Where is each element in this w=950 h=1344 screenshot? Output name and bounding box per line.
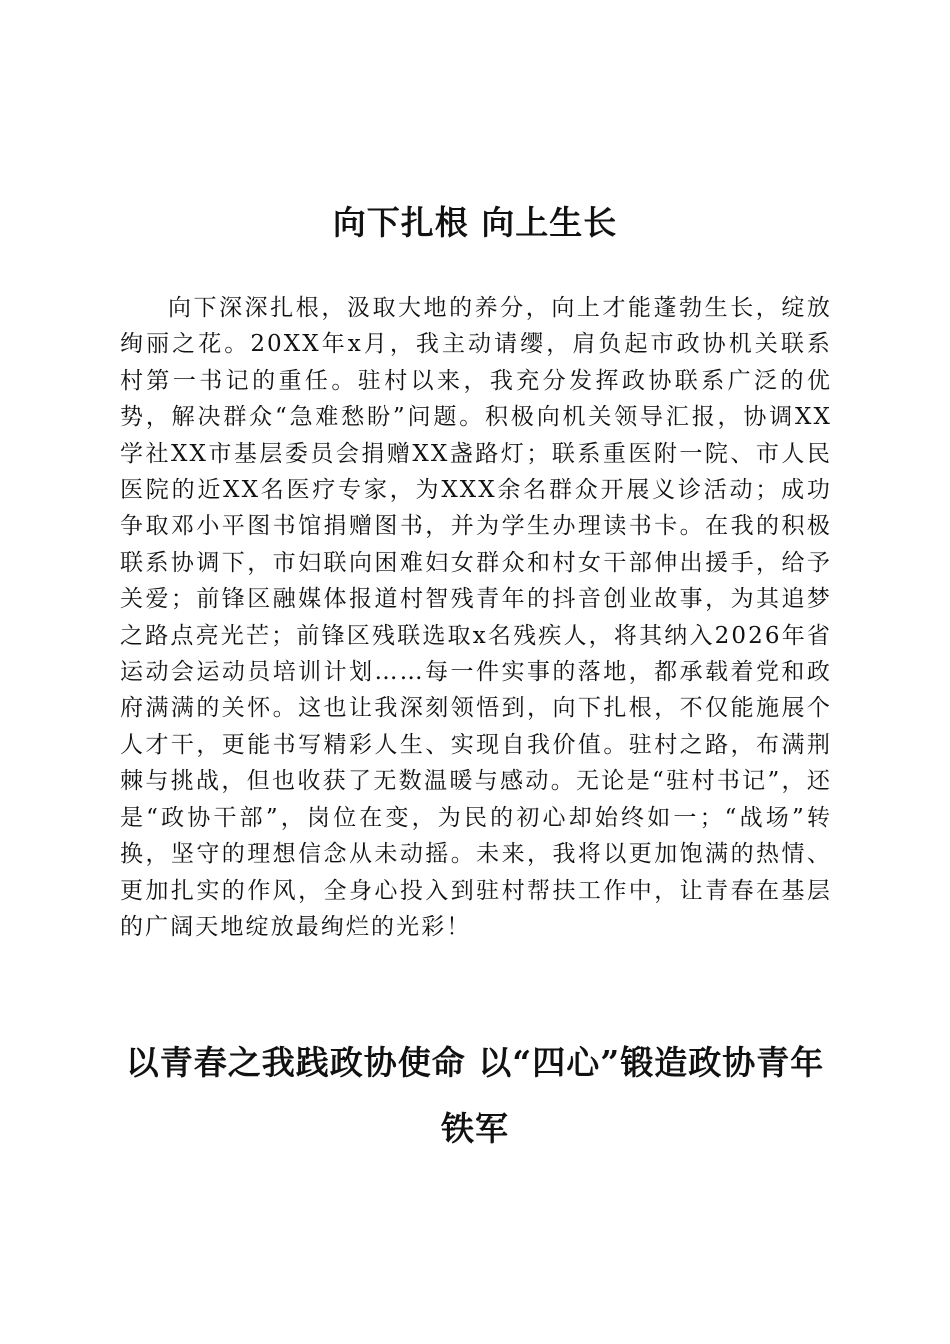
article-title-2: 以青春之我践政协使命 以“四心”锻造政协青年铁军	[125, 1043, 825, 1148]
article-paragraph-1: 向下深深扎根，汲取大地的养分，向上才能蓬勃生长，绽放绚丽之花。20XX年x月，我主动请缨，肩负起市政协机关联系村第一书记的重任。驻村以来，我充分发挥政协联系广泛的优势，解决群众“急难愁盼”问题。积极向机关领导汇报，协调XX学社XX市基层委员会捐赠XX盏路灯；联系重医附一院、市人民医院的近XX名医疗专家，为XXX余名群众开展义诊活动；成功争取邓小平图书馆捐赠图书，并为学生办理读书卡。在我的积极联系协调下，市妇联向困难妇女群众和村女干部伸出援手，给予关爱；前锋区融媒体报道村智残青年的抖音创业故事，为其追梦之路点亮光芒；前锋区残联选取x名残疾人，将其纳入2026年省运动会运动员培训计划……每一件实事的落地，都承载着党和政府满满的关怀。这也让我深刻领悟到，向下扎根，不仅能施展个人才干，更能书写精彩人生、实现自我价值。驻村之路，布满荆棘与挑战，但也收获了无数温暖与感动。无论是“驻村书记”，还是“政协干部”，岗位在变，为民的初心却始终如一；“战场”转换，坚守的理想信念从未动摇。未来，我将以更加饱满的热情、更加扎实的作风，全身心投入到驻村帮扶工作中，让青春在基层的广阔天地绽放最绚烂的光彩！	[120, 295, 832, 940]
article-title-1: 向下扎根 向上生长	[332, 203, 618, 242]
